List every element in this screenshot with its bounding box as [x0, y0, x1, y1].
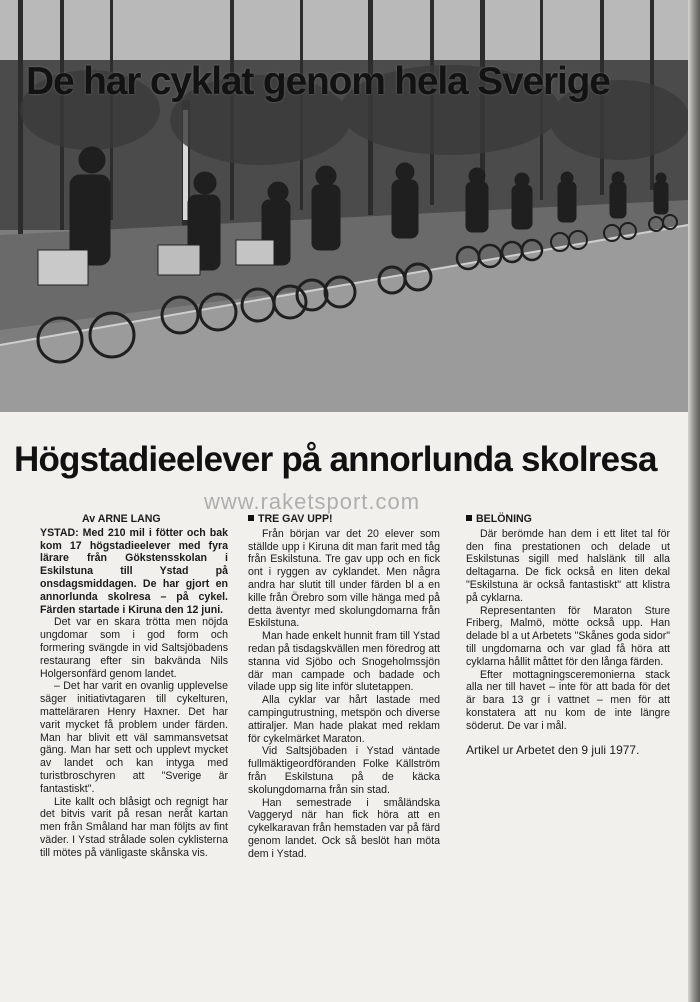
body-paragraph: Man hade enkelt hunnit fram till Ystad redan på tisdagskvällen men föredrog att stanna vid Sjöbo och Snogeholmssjön där man campade och badade och vilade upp sig lite inför slutetappen.: [248, 630, 440, 694]
subheading: [248, 513, 440, 526]
body-paragraph: Från början var det 20 elever som ställde upp i Kiruna dit man farit med tåg från Eskilstuna. Tre gav upp och en fick ont i ryggen av cyklandet. Men några andra har slutit till under färden bl a en kille från Örebro som ville hänga med på detta äventyr med skolungdomarna från Eskilstuna.: [248, 527, 440, 630]
body-paragraph: Där berömde han dem i ett litet tal för den fina prestationen och delade ut Eskilstunas sigill med halslänk till alla deltagarna. De fick också en liten dekal "Eskilstuna är också fantastiskt" att klistra på cyklarna.: [466, 527, 670, 604]
body-paragraph: Efter mottagningsceremonierna stack alla ner till havet – inte för att bada för det är bara 13 gr i vattnet – men för att konstatera att nu kom de inte längre söderut. De var i mål.: [466, 668, 670, 732]
byline: Av ARNE LANG: [82, 513, 161, 525]
lead-paragraph: YSTAD: Med 210 mil i fötter och bak kom 17 högstadieelever med fyra lärare från Gökstensskolan i Eskilstuna till Ystad på onsdagsmiddagen. De har gjort en annorlunda skolresa – på cykel. Färden startade i Kiruna den 12 juni.: [40, 526, 228, 616]
article-column-2: [248, 513, 440, 861]
page-edge: [688, 0, 700, 1002]
body-paragraph: Vid Saltsjöbaden i Ystad väntade fullmäktigeordföranden Folke Källström från Eskilstuna på de käcka skolungdomarna från sin stad.: [248, 745, 440, 796]
cyclists-photo: [0, 0, 688, 412]
subheading-text: BELÖNING: [476, 513, 532, 525]
body-paragraph: Lite kallt och blåsigt och regnigt har det bitvis varit på resan neråt kartan men från Småland har man följts av fint väder. I Ystad strålade solen cyklisterna till mötes på vänligaste skånska vis.: [40, 795, 228, 859]
body-paragraph: Det var en skara trötta men nöjda ungdomar som i god form och formering svängde in vid Saltsjöbadens restaurang efter sin bakvända Nils Holgersonfärd genom landet.: [40, 616, 228, 680]
article-headline: Högstadieelever på annorlunda skolresa: [14, 440, 657, 479]
article-column-1: [40, 513, 228, 860]
body-paragraph: Representanten för Maraton Sture Friberg, Malmö, mötte också upp. Han delade bl a ut Arbetets "Skånes goda sidor" till ungdomarna och var glad få höra att cyklarna hållit måttet för den långa färden.: [466, 604, 670, 668]
article-column-3: [466, 513, 670, 757]
body-paragraph: – Det har varit en ovanlig upplevelse säger initiativtagaren till cykelturen, matteläraren Henry Haxner. Det har varit mycket få problem under färden. Man har blivit ett väl sammansvetsat gäng. Man har sett och upplevt mycket av landet och kan intyga med turistbroschyren att "Sverige är fantastiskt".: [40, 680, 228, 795]
source-note: Artikel ur Arbetet den 9 juli 1977.: [466, 742, 640, 757]
body-paragraph: Alla cyklar var hårt lastade med campingutrustning, metspön och diverse attiraljer. Man hade plakat med reklam för cykelmärket Maraton.: [248, 694, 440, 745]
watermark: www.raketsport.com: [204, 489, 421, 514]
bullet-square-icon: [466, 515, 472, 521]
bullet-square-icon: [248, 515, 254, 521]
body-paragraph: Han semestrade i småländska Vaggeryd när han fick höra att en cykelkaravan från hemstaden var på färd genom landet. Ock så beslöt han möta dem i Ystad.: [248, 796, 440, 860]
subheading-text: TRE GAV UPP!: [258, 513, 333, 525]
subheading: [466, 513, 670, 526]
photo-title: De har cyklat genom hela Sverige: [26, 60, 610, 103]
